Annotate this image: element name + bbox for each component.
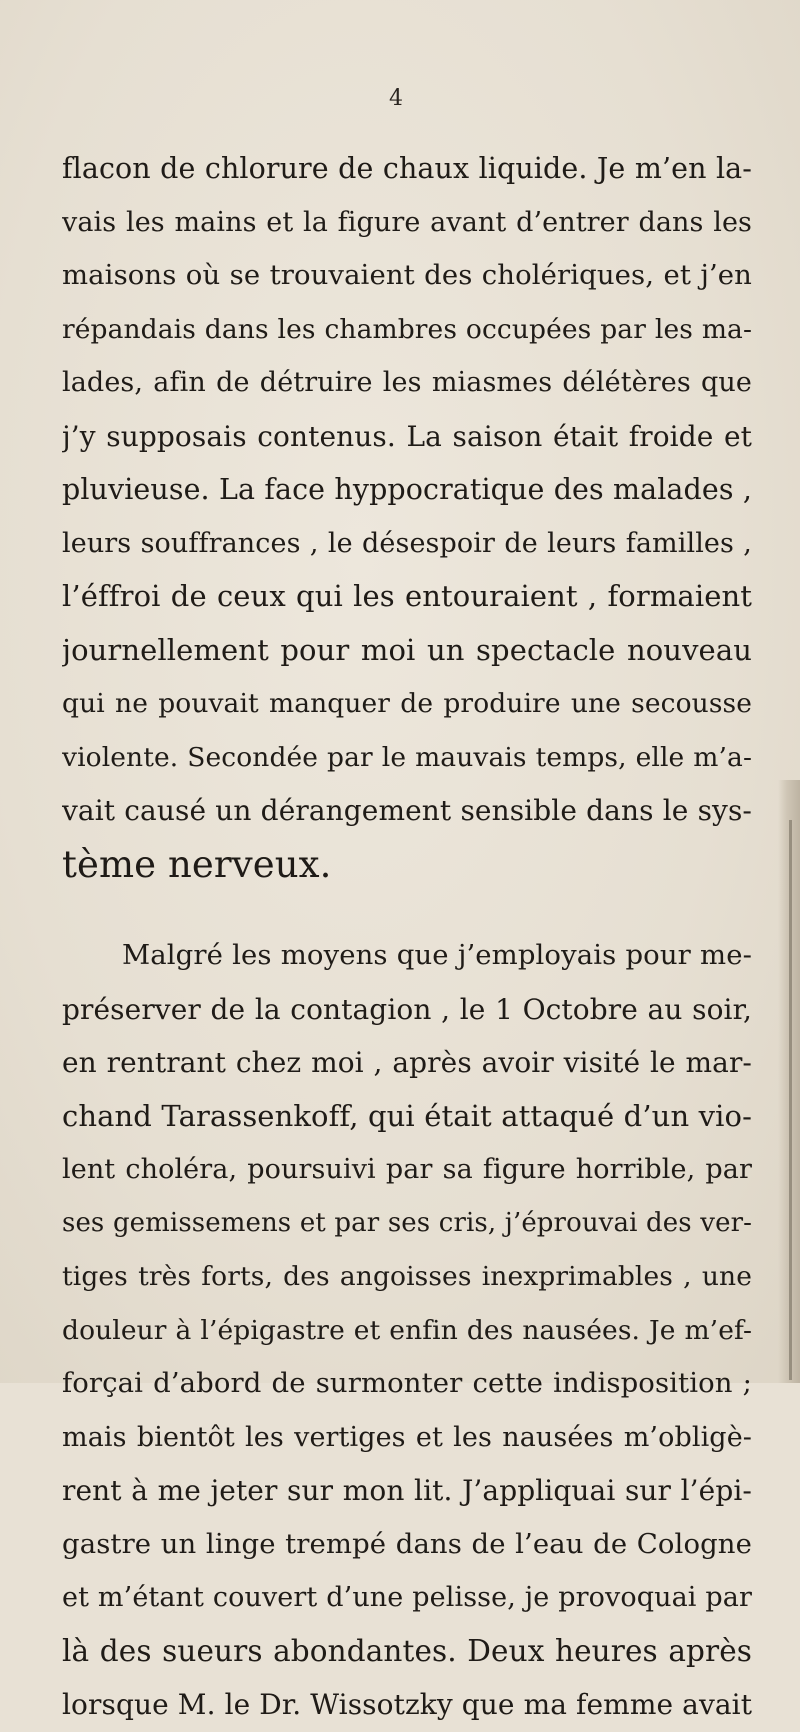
text-line: gastre un linge trempé dans de l’eau de Cologne: [62, 1527, 752, 1560]
text-line: là des sueurs abondantes. Deux heures après: [62, 1633, 752, 1668]
text-line: vait causé un dérangement sensible dans le sys-: [62, 794, 752, 827]
text-line: rent à me jeter sur mon lit. J’appliquai sur l’épi-: [62, 1474, 752, 1507]
text-line: pluvieuse. La face hyppocratique des malades ,: [62, 473, 752, 506]
body-text: [62, 142, 752, 1732]
paragraph-gap: [62, 891, 752, 929]
text-line: l’éffroi de ceux qui les entouraient , formaient: [62, 579, 752, 613]
paragraph-1: [62, 142, 752, 891]
text-line: chand Tarassenkoff, qui était attaqué d’un vio-: [62, 1098, 752, 1133]
text-line: violente. Secondée par le mauvais temps, elle m’a-: [62, 741, 752, 773]
text-line: mais bientôt les vertiges et les nausées m’obligè-: [62, 1421, 752, 1453]
text-line: répandais dans les chambres occupées par les ma-: [62, 313, 752, 345]
text-line: lorsque M. le Dr. Wissotzky que ma femme avait: [62, 1688, 752, 1721]
text-line: j’y supposais contenus. La saison était froide et: [62, 419, 752, 453]
text-line: flacon de chlorure de chaux liquide. Je m’en la-: [62, 152, 752, 185]
text-line: lent choléra, poursuivi par sa figure horrible, par: [62, 1154, 752, 1185]
text-line: tiges très forts, des angoisses inexprimables , une: [62, 1261, 752, 1292]
text-line: forçai d’abord de surmonter cette indisposition ;: [62, 1367, 752, 1399]
text-line: douleur à l’épigastre et enfin des nausées. Je m’ef-: [62, 1314, 752, 1346]
text-line: leurs souffrances , le désespoir de leurs familles ,: [62, 527, 752, 559]
text-line: maisons où se trouvaient des cholériques, et j’en: [62, 259, 752, 291]
text-line: et m’étant couvert d’une pelisse, je provoquai par: [62, 1582, 752, 1613]
text-line: journellement pour moi un spectacle nouveau: [62, 632, 752, 667]
page-marker: 4: [389, 86, 403, 111]
text-line: Malgré les moyens que j’employais pour me-: [122, 939, 752, 971]
text-line: qui ne pouvait manquer de produire une secousse: [62, 688, 752, 719]
text-line: préserver de la contagion , le 1 Octobre au soir,: [62, 992, 752, 1026]
text-line: tème nerveux.: [62, 842, 332, 886]
text-line: vais les mains et la figure avant d’entrer dans les: [62, 206, 752, 238]
paragraph-2: [62, 929, 752, 1732]
text-line: en rentrant chez moi , après avoir visité le mar-: [62, 1046, 752, 1079]
text-line: ses gemissemens et par ses cris, j’éprouvai des ver-: [62, 1207, 752, 1238]
text-line: lades, afin de détruire les miasmes délétères que: [62, 367, 752, 398]
page-edge-line: [789, 820, 792, 1380]
